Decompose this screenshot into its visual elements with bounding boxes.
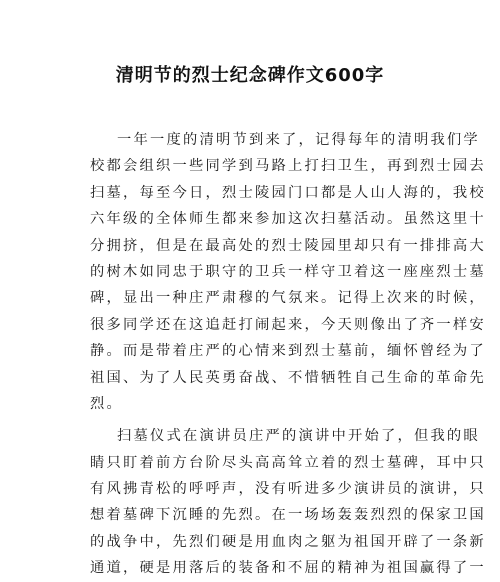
text-line: 烈。 (90, 395, 123, 412)
text-line: 很多同学还在这追赶打闹起来，今天则像出了齐一样安 (90, 316, 486, 333)
page-title: 清明节的烈士纪念碑作文600字 (115, 65, 385, 86)
text-line: 祖国、为了人民英勇奋战、不惜牺牲自己生命的革命先 (90, 369, 486, 386)
text-line: 碑，显出一种庄严肃穆的气氛来。记得上次来的时候， (90, 290, 486, 307)
text-line: 睛只盯着前方台阶尽头高高耸立着的烈士墓碑，耳中只 (90, 454, 486, 471)
text-line: 校都会组织一些同学到马路上打扫卫生，再到烈士园去 (90, 158, 486, 175)
text-line: 六年级的全体师生都来参加这次扫墓活动。虽然这里十 (90, 211, 486, 228)
text-line: 有风拂青松的呼呼声，没有听进多少演讲员的演讲，只 (90, 481, 486, 498)
text-line: 的树木如同忠于职守的卫兵一样守卫着这一座座烈士墓 (90, 263, 486, 280)
text-line: 的战争中，先烈们硬是用血肉之躯为祖国开辟了一条新 (90, 533, 486, 550)
text-line: 分拥挤，但是在最高处的烈士陵园里却只有一排排高大 (90, 237, 486, 254)
paragraph (90, 423, 486, 581)
text-line: 想着墓碑下沉睡的先烈。在一场场轰轰烈烈的保家卫国 (90, 507, 486, 524)
article-body (90, 127, 486, 582)
paragraph (90, 127, 486, 417)
text-line: 扫墓，每至今日，烈士陵园门口都是人山人海的，我校 (90, 184, 486, 201)
text-line: 通道，硬是用落后的装备和不屈的精神为祖国赢得了一 (90, 560, 486, 577)
text-line: 扫墓仪式在演讲员庄严的演讲中开始了，但我的眼 (117, 428, 480, 445)
text-line: 静。而是带着庄严的心情来到烈士墓前，缅怀曾经为了 (90, 343, 486, 360)
text-line: 一年一度的清明节到来了，记得每年的清明我们学 (117, 132, 480, 148)
